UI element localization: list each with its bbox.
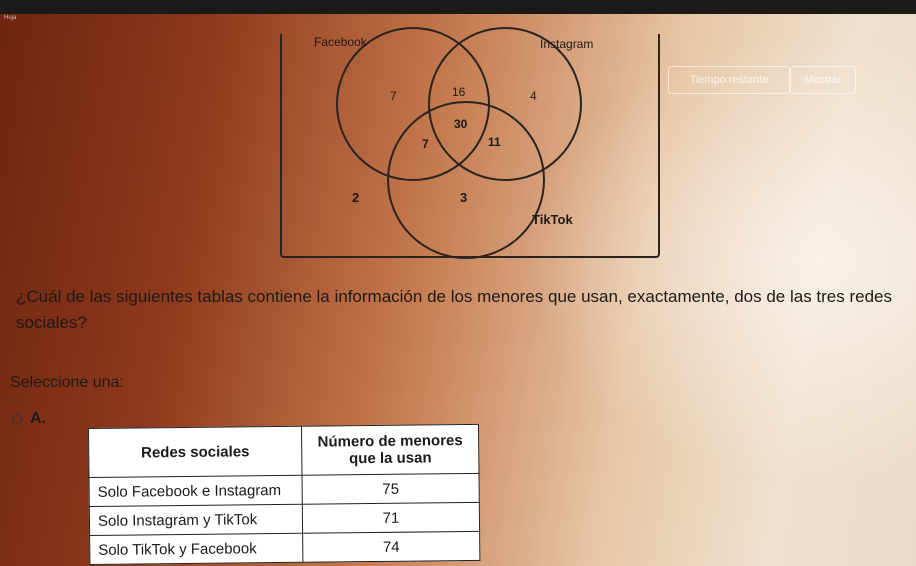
facebook-circle <box>337 28 489 180</box>
option-a-radio[interactable] <box>12 414 22 424</box>
table-header-social: Redes sociales <box>89 426 303 477</box>
table-header-count: Número de menores que la usan <box>301 424 479 475</box>
table-cell-network: Solo TikTok y Facebook <box>90 533 303 564</box>
table-row <box>90 531 480 564</box>
page-small-label: Hoja <box>4 15 17 21</box>
table-cell-count: 74 <box>303 531 480 562</box>
show-button[interactable]: Mostrar <box>790 66 856 94</box>
region-facebook-instagram: 16 <box>452 85 466 99</box>
table-cell-network: Solo Instagram y TikTok <box>89 504 302 535</box>
table-cell-count: 75 <box>302 473 479 504</box>
option-a-table <box>88 424 480 565</box>
table-header-row <box>89 424 479 477</box>
region-none: 2 <box>352 190 360 205</box>
instagram-label: Instagram <box>540 37 594 51</box>
table-cell-count: 71 <box>302 502 479 533</box>
time-remaining-button[interactable]: Tiempo restante <box>668 66 790 94</box>
region-only-instagram: 4 <box>530 89 537 103</box>
table-cell-network: Solo Facebook e Instagram <box>89 475 302 506</box>
table-row <box>89 502 479 535</box>
tiktok-label: TikTok <box>532 212 573 227</box>
table-row <box>89 473 479 506</box>
top-bar <box>0 0 916 14</box>
region-only-facebook: 7 <box>390 89 397 103</box>
question-text: ¿Cuál de las siguientes tablas contiene la información de los menores que usan, exactamente, dos de las tres redes sociales? <box>16 287 892 332</box>
region-only-tiktok: 3 <box>460 190 468 205</box>
facebook-label: Facebook <box>314 35 367 49</box>
region-all-three: 30 <box>454 117 468 131</box>
venn-diagram <box>280 30 660 260</box>
region-instagram-tiktok: 11 <box>488 135 501 149</box>
option-a-letter: A. <box>30 410 46 427</box>
select-prompt: Seleccione una: <box>10 374 124 391</box>
region-facebook-tiktok: 7 <box>422 137 429 151</box>
option-a[interactable] <box>12 410 46 428</box>
